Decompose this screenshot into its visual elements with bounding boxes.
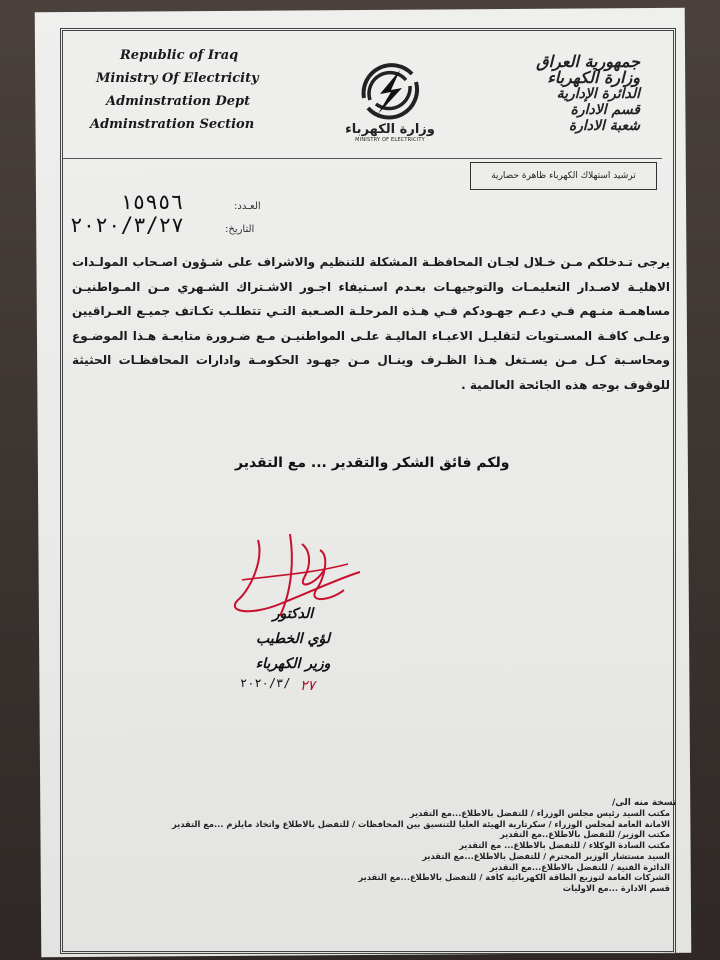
cc-item: مكتب السادة الوكلاء / للتفضل بالاطلاع... مع التقدير <box>459 840 670 851</box>
cc-item: الامانة العامة لمجلس الوزراء / سكرتارية الهيئة العليا للتنسيق بين المحافظات / للتفضل بالاطلاع واتخاذ مايلزم ...مع التقدير <box>171 818 670 829</box>
header-dept-ar: الدائرة الإدارية <box>556 86 640 102</box>
header-country-en: Republic of Iraq <box>120 48 239 63</box>
english-header <box>90 44 259 136</box>
ministry-logo <box>340 62 440 152</box>
signatory-title: الدكتور <box>272 606 314 622</box>
signatory-position: وزير الكهرباء <box>255 656 331 672</box>
cc-title: نسخة منه الى/ <box>612 798 677 808</box>
cc-list <box>170 808 670 894</box>
header-dept-en: Adminstration Dept <box>106 94 251 109</box>
date-label: التاريخ: <box>225 224 255 235</box>
subject-box: ترشيد استهلاك الكهرباء ظاهرة حضارية <box>470 162 657 190</box>
signature-date: ٢٠٢٠/٣/ <box>240 676 291 690</box>
number-value: ١٥٩٥٦ <box>120 190 184 214</box>
header-country-ar: جمهورية العراق <box>536 52 640 71</box>
cc-item: السيد مستشار الوزير المحترم / للتفضل بالاطلاع...مع التقدير <box>422 850 670 861</box>
cc-item: قسم الادارة ...مع الاوليات <box>562 882 670 893</box>
date-value: ٢٠٢٠/٣/٢٧ <box>70 213 184 237</box>
cc-item: مكتب الوزير/ للتفضل بالاطلاع..مع التقدير <box>499 829 670 840</box>
header-ministry-ar: وزارة الكهرباء <box>547 68 640 87</box>
header-division-ar: شعبة الادارة <box>568 118 640 134</box>
cc-item: الدائرة الفنية / للتفضل بالاطلاع...مع التقدير <box>489 861 670 872</box>
closing-line: ولكم فائق الشكر والتقدير ... مع التقدير <box>235 455 510 471</box>
signatory-name: لؤي الخطيب <box>256 631 330 647</box>
cc-item: الشركات العامة لتوزيع الطاقة الكهربائية كافة / للتفضل بالاطلاع...مع التقدير <box>358 872 670 883</box>
logo-name-en: MINISTRY OF ELECTRICITY <box>355 137 425 143</box>
letter-body: يرجى تـدخلكم مـن خـلال لجـان المحافظـة المشكلة للتنظيم والاشراف على شـؤون اصـحاب المولـدات الاهليـة لاصـدار التعليمـات والتوجيهـات بعـدم اسـتيفاء اجـور الاشـتراك الشـهري مـن المـواطنيـن مساهمـة منـهم فـي دعـم جهـودكم فـي هـذه المرحلـة الصـعبة التـي تتطلـب تكـاتف جميـع العـراقيين وعلـى كافـة المسـتويات لتقليـل الاعبـاء الماليـة علـى المواطنيـن مـع ضـرورة متابعـة هـذا الموضـوع ومحاسـبة كـل مـن يسـتغل هـذا الظـرف وينـال مـن جهـود الحكومـة وادارات المحافظـات الحثيثة للوقوف بوجه هذه الجائحة العالمية . <box>72 255 670 392</box>
arabic-header <box>536 54 640 134</box>
header-ministry-en: Ministry Of Electricity <box>96 71 259 86</box>
header-divider <box>62 158 662 159</box>
signature-date-day: ٢٧ <box>300 678 316 694</box>
cc-item: مكتب السيد رئيس مجلس الوزراء / للتفضل بالاطلاع...مع التقدير <box>409 808 670 818</box>
logo-name-ar: وزارة الكهرباء <box>345 122 435 137</box>
header-section-ar: قسم الادارة <box>570 102 640 118</box>
signatory-block <box>238 602 348 677</box>
lightning-bolt-icon <box>350 62 430 120</box>
header-section-en: Adminstration Section <box>90 117 255 132</box>
number-label: العـدد: <box>234 201 261 212</box>
